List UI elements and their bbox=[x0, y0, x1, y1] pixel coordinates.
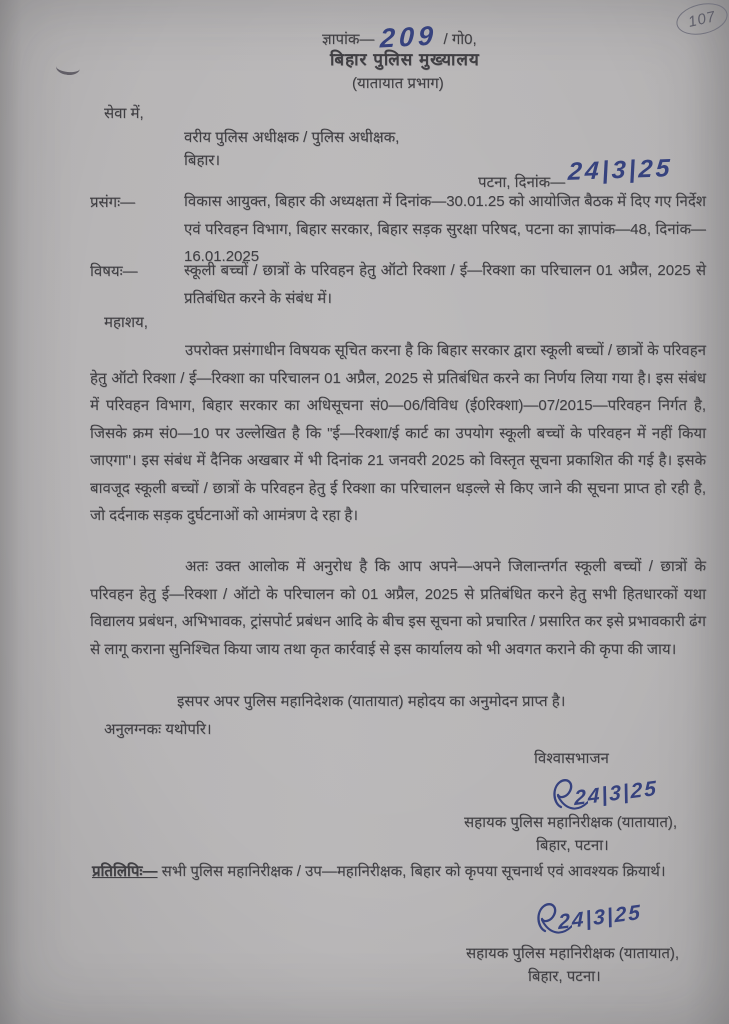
page-number: 107 bbox=[686, 7, 718, 31]
signature-date: 24|3|25 bbox=[574, 776, 659, 811]
place-date-label: पटना, दिनांक— bbox=[478, 174, 566, 191]
org-title: बिहार पुलिस मुख्यालय bbox=[330, 50, 480, 69]
page-number-badge bbox=[673, 0, 729, 39]
signature-block-2 bbox=[532, 900, 682, 946]
signatory-designation-1: सहायक पुलिस महानिरीक्षक (यातायात), bbox=[464, 814, 678, 831]
signatory-location-1: बिहार, पटना। bbox=[536, 837, 609, 854]
copy-line bbox=[92, 861, 666, 881]
subject-text: स्कूली बच्चों / छात्रों के परिवहन हेतु ऑटो रिक्शा / ई—रिक्शा का परिचालन 01 अप्रैल, 2025 से प्रतिबंधित करने के संबंध में। bbox=[184, 262, 706, 307]
reference-label: प्रसंगः— bbox=[90, 194, 136, 211]
salutation: सेवा में, bbox=[104, 105, 144, 122]
body-paragraph-1: उपरोक्त प्रसंगाधीन विषयक सूचित करना है कि बिहार सरकार द्वारा स्कूली बच्चों / छात्रों के परिवहन हेतु ऑटो रिक्शा / ई—रिक्शा का परिचालन 01 अप्रैल, 2025 से प्रतिबंधित करने का निर्णय लिया गया है। इस संबंध में परिवहन विभाग, बिहार सरकार का अधिसूचना सं0—06/विविध (ई0रिक्शा)—07/2015—परिवहन निर्गत है, जिसके क्रम सं0—10 पर उल्लेखित है कि "ई—रिक्शा/ई कार्ट का उपयोग स्कूली बच्चों के परिवहन में नहीं किया जाएगा"। इस संबंध में दैनिक अखबार में भी दिनांक 21 जनवरी 2025 को विस्तृत सूचना प्रकाशित की गई है। इसके बावजूद स्कूली बच्चों / छात्रों के परिवहन हेतु ई रिक्शा का परिचालन धड़ल्ले से किए जाने की सूचना प्राप्त हो रही है, जो दर्दनाक सड़क दुर्घटनाओं को आमंत्रण दे रहा है। bbox=[90, 342, 706, 524]
copy-label: प्रतिलिपिः— bbox=[92, 863, 158, 880]
signatory-designation-2: सहायक पुलिस महानिरीक्षक (यातायात), bbox=[466, 945, 680, 962]
copy-text: सभी पुलिस महानिरीक्षक / उप—महानिरीक्षक, बिहार को कृपया सूचनार्थ एवं आवश्यक क्रियार्थ। bbox=[157, 863, 666, 880]
memo-number-value: 209 bbox=[379, 20, 439, 54]
body-paragraph-3: इसपर अपर पुलिस महानिदेशक (यातायात) महोदय का अनुमोदन प्राप्त है। bbox=[177, 693, 566, 710]
handwritten-date-top: 24|3|25 bbox=[567, 154, 674, 186]
memo-number-label: ज्ञापांक— bbox=[322, 31, 375, 48]
valediction: विश्वासभाजन bbox=[534, 750, 609, 767]
reference-text: विकास आयुक्त, बिहार की अध्यक्षता में दिनांक—30.01.25 को आयोजित बैठक में दिए गए निर्देश एवं परिवहन विभाग, बिहार सरकार, बिहार सड़क सुरक्षा परिषद, पटना का ज्ञापांक—48, दिनांक— 16.01.2025 bbox=[184, 193, 706, 265]
body-paragraph-2: अतः उक्त आलोक में अनुरोध है कि आप अपने—अपने जिलान्तर्गत स्कूली बच्चों / छात्रों के परिवहन हेतु ई—रिक्शा / ऑटो के परिचालन को 01 अप्रैल, 2025 से प्रतिबंधित करने हेतु सभी हितधारकों यथा विद्यालय प्रबंधन, अभिभावक, ट्रांसपोर्ट प्रबंधन आदि के बीच इस सूचना को प्रचारित / प्रसारित कर इसे प्रभावकारी ढंग से लागू कराना सुनिश्चित किया जाय तथा कृत कार्रवाई से इस कार्यालय को भी अवगत कराने की कृपा की जाय। bbox=[90, 558, 706, 658]
subject-label: विषयः— bbox=[90, 263, 138, 280]
recipient-line-2: बिहार। bbox=[184, 152, 221, 169]
recipient-line-1: वरीय पुलिस अधीक्षक / पुलिस अधीक्षक, bbox=[184, 129, 400, 146]
memo-number-suffix: / गो0, bbox=[443, 31, 477, 48]
signatory-location-2: बिहार, पटना। bbox=[528, 968, 601, 985]
enclosure-note: अनुलग्नकः यथोपरि। bbox=[104, 721, 212, 738]
body-salutation: महाशय, bbox=[104, 314, 148, 331]
scan-smudge bbox=[55, 59, 80, 76]
signature-date: 24|3|25 bbox=[558, 900, 643, 935]
org-division: (यातायात प्रभाग) bbox=[352, 75, 444, 92]
